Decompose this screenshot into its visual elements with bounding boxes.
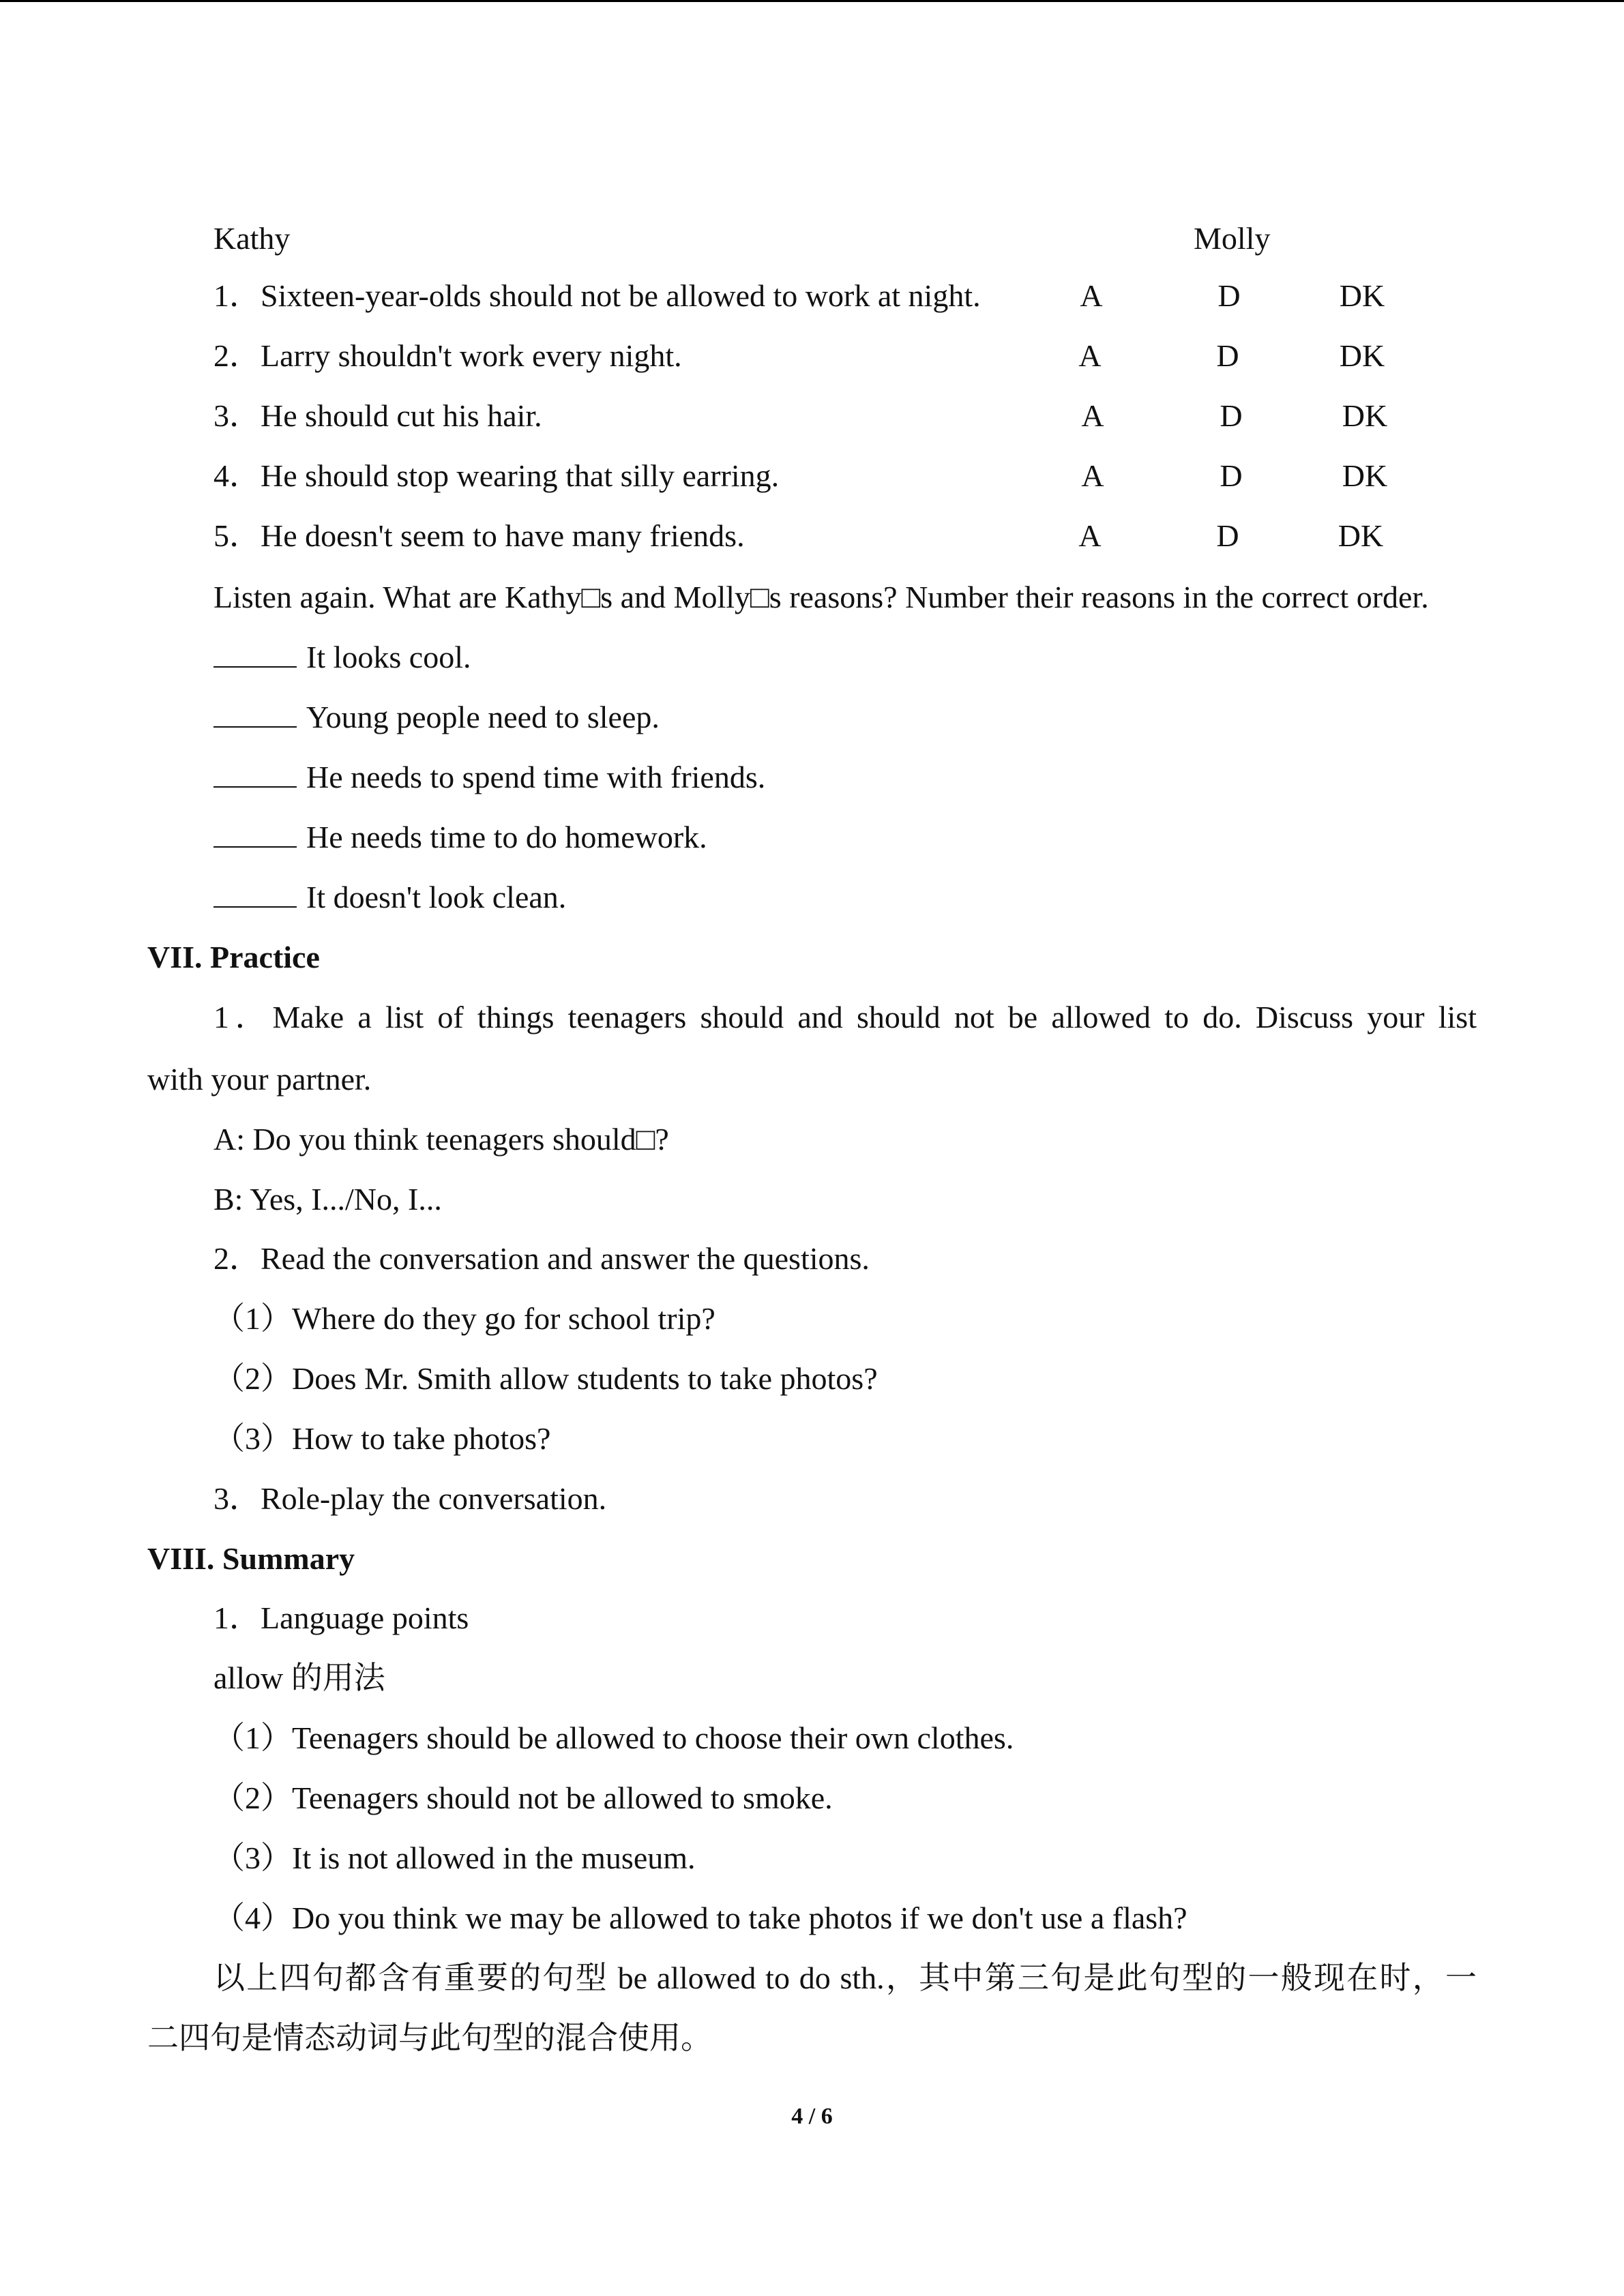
opinion-text: 2．Larry shouldn't work every night. [213, 338, 682, 373]
choice-disagree: D [1220, 458, 1243, 493]
example-sentence: （4）Do you think we may be allowed to take photos if we don't use a flash? [213, 1900, 1187, 1935]
question-item: （2）Does Mr. Smith allow students to take photos? [213, 1361, 878, 1396]
choice-disagree: D [1216, 518, 1239, 553]
choice-agree: A [1078, 518, 1102, 553]
answer-blank [213, 702, 297, 728]
reason-item [213, 698, 660, 736]
opinion-text: 1．Sixteen-year-olds should not be allowed to work at night. [213, 278, 981, 313]
choice-dont-know: DK [1342, 398, 1388, 433]
section-summary-title: VIII. Summary [147, 1541, 355, 1576]
dialogue-a: A: Do you think teenagers should□? [213, 1122, 669, 1157]
example-sentence: （3）It is not allowed in the museum. [213, 1840, 696, 1875]
summary-note-line2: 二四句是情态动词与此句型的混合使用。 [147, 2021, 712, 2055]
practice-item1-line1: 1．Make a list of things teenagers should and should not be allowed to do. Discuss your list [213, 1000, 1477, 1034]
reason-item [213, 818, 707, 856]
choice-agree: A [1078, 338, 1102, 373]
dialogue-b: B: Yes, I.../No, I... [213, 1182, 442, 1217]
choice-disagree: D [1220, 398, 1243, 433]
answer-blank [213, 882, 297, 908]
listen-instruction: Listen again. What are Kathy□s and Molly□s reasons? Number their reasons in the correct order. [213, 580, 1429, 614]
reason-text: Young people need to sleep. [306, 700, 660, 734]
summary-note-line1: 以上四句都含有重要的句型 be allowed to do sth.，其中第三句是此句型的一般现在时，一 [213, 1960, 1477, 1995]
answer-blank [213, 642, 297, 668]
summary-item1: 1．Language points [213, 1600, 469, 1635]
choice-dont-know: DK [1339, 338, 1385, 373]
reason-text: He needs to spend time with friends. [306, 760, 766, 794]
choice-disagree: D [1217, 278, 1241, 313]
reason-item [213, 878, 566, 916]
practice-item3: 3．Role-play the conversation. [213, 1481, 607, 1516]
section-practice-title: VII. Practice [147, 940, 320, 974]
reason-text: He needs time to do homework. [306, 820, 707, 854]
question-item: （3）How to take photos? [213, 1421, 551, 1456]
opinion-text: 3．He should cut his hair. [213, 398, 542, 433]
choice-dont-know: DK [1338, 518, 1384, 553]
kathy-label: Kathy [213, 221, 291, 256]
example-sentence: （1）Teenagers should be allowed to choose their own clothes. [213, 1720, 1014, 1755]
choice-agree: A [1080, 278, 1103, 313]
choice-agree: A [1081, 398, 1104, 433]
page-number: 4 / 6 [791, 2104, 833, 2129]
reason-item [213, 758, 765, 796]
example-sentence: （2）Teenagers should not be allowed to smoke. [213, 1780, 833, 1815]
answer-blank [213, 822, 297, 848]
choice-agree: A [1081, 458, 1104, 493]
choice-dont-know: DK [1339, 278, 1385, 313]
practice-item2: 2．Read the conversation and answer the questions. [213, 1241, 870, 1276]
reason-text: It doesn't look clean. [306, 880, 567, 914]
choice-disagree: D [1216, 338, 1239, 373]
question-item: （1）Where do they go for school trip? [213, 1301, 715, 1336]
answer-blank [213, 762, 297, 788]
molly-label: Molly [1194, 221, 1271, 256]
practice-item1-line2: with your partner. [147, 1062, 372, 1097]
opinion-text: 4．He should stop wearing that silly earring. [213, 458, 780, 493]
opinion-text: 5．He doesn't seem to have many friends. [213, 518, 745, 553]
usage-title: allow 的用法 [213, 1660, 385, 1695]
reason-text: It looks cool. [306, 640, 471, 674]
choice-dont-know: DK [1342, 458, 1388, 493]
reason-item [213, 638, 471, 676]
